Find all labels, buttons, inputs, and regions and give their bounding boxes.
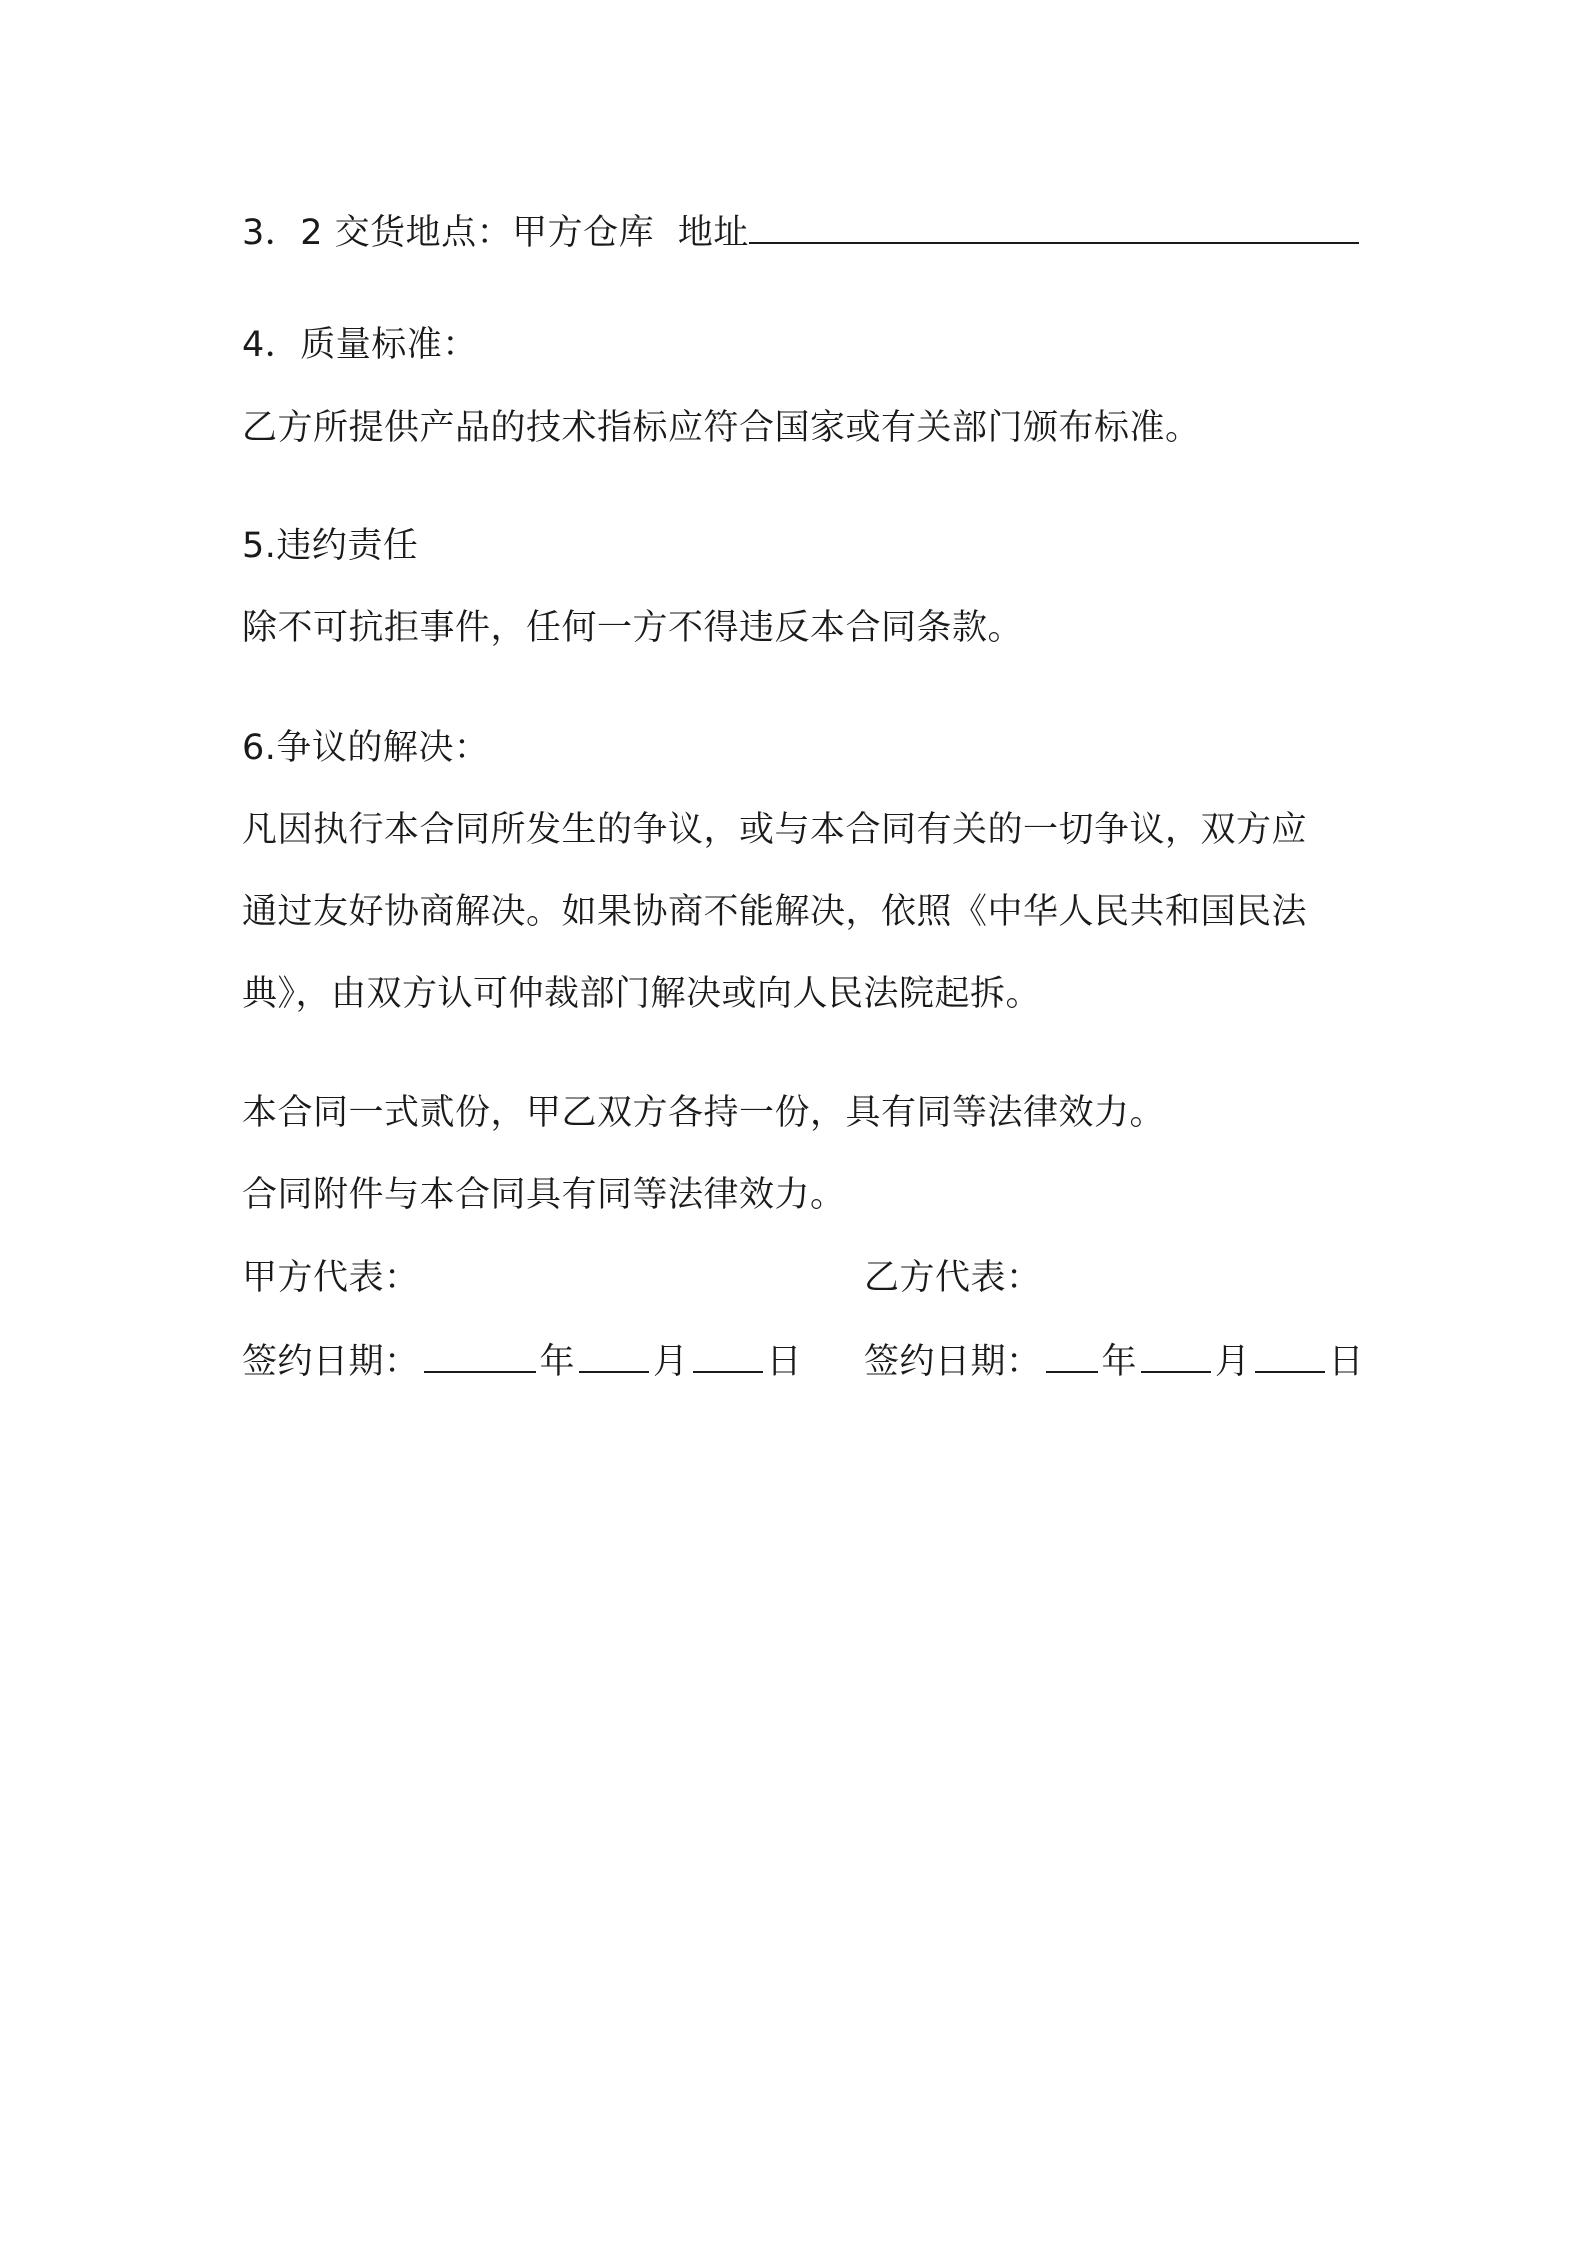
party-b-signing-date — [864, 1337, 1364, 1385]
day-blank[interactable] — [693, 1337, 763, 1373]
year-label: 年 — [1101, 1342, 1138, 1382]
party-b-representative-label: 乙方代表： — [864, 1258, 1042, 1298]
signing-date-label: 签约日期： — [242, 1342, 420, 1382]
year-label: 年 — [539, 1342, 576, 1382]
attachment-clause: 合同附件与本合同具有同等法律效力。 — [242, 1175, 846, 1215]
quality-heading: 4．质量标准： — [242, 325, 478, 365]
delivery-location-label: 3．2 交货地点：甲方仓库 — [242, 213, 655, 253]
day-label: 日 — [1328, 1342, 1365, 1382]
month-blank[interactable] — [1141, 1337, 1211, 1373]
quality-body: 乙方所提供产品的技术指标应符合国家或有关部门颁布标准。 — [242, 408, 1201, 448]
breach-body: 除不可抗拒事件，任何一方不得违反本合同条款。 — [242, 608, 1024, 648]
year-blank[interactable] — [424, 1337, 536, 1373]
year-blank[interactable] — [1046, 1337, 1098, 1373]
dispute-body-line-2: 通过友好协商解决。如果协商不能解决，依照《中华人民共和国民法 — [242, 892, 1308, 932]
signing-date-label: 签约日期： — [864, 1342, 1042, 1382]
dispute-heading: 6.争议的解决： — [242, 728, 490, 768]
dispute-body-line-3: 典》，由双方认可仲裁部门解决或向人民法院起拆。 — [242, 974, 1042, 1014]
month-blank[interactable] — [579, 1337, 649, 1373]
month-label: 月 — [653, 1342, 689, 1382]
address-label: 地址 — [677, 213, 749, 253]
breach-heading: 5.违约责任 — [242, 526, 419, 566]
delivery-location-line — [242, 208, 1359, 256]
address-blank[interactable] — [749, 208, 1359, 244]
day-label: 日 — [766, 1342, 803, 1382]
dispute-body-line-1: 凡因执行本合同所发生的争议，或与本合同有关的一切争议，双方应 — [242, 810, 1308, 850]
day-blank[interactable] — [1255, 1337, 1325, 1373]
party-a-signing-date — [242, 1337, 802, 1385]
party-a-representative-label: 甲方代表： — [242, 1258, 420, 1298]
copies-clause: 本合同一式贰份，甲乙双方各持一份，具有同等法律效力。 — [242, 1093, 1166, 1133]
month-label: 月 — [1215, 1342, 1251, 1382]
